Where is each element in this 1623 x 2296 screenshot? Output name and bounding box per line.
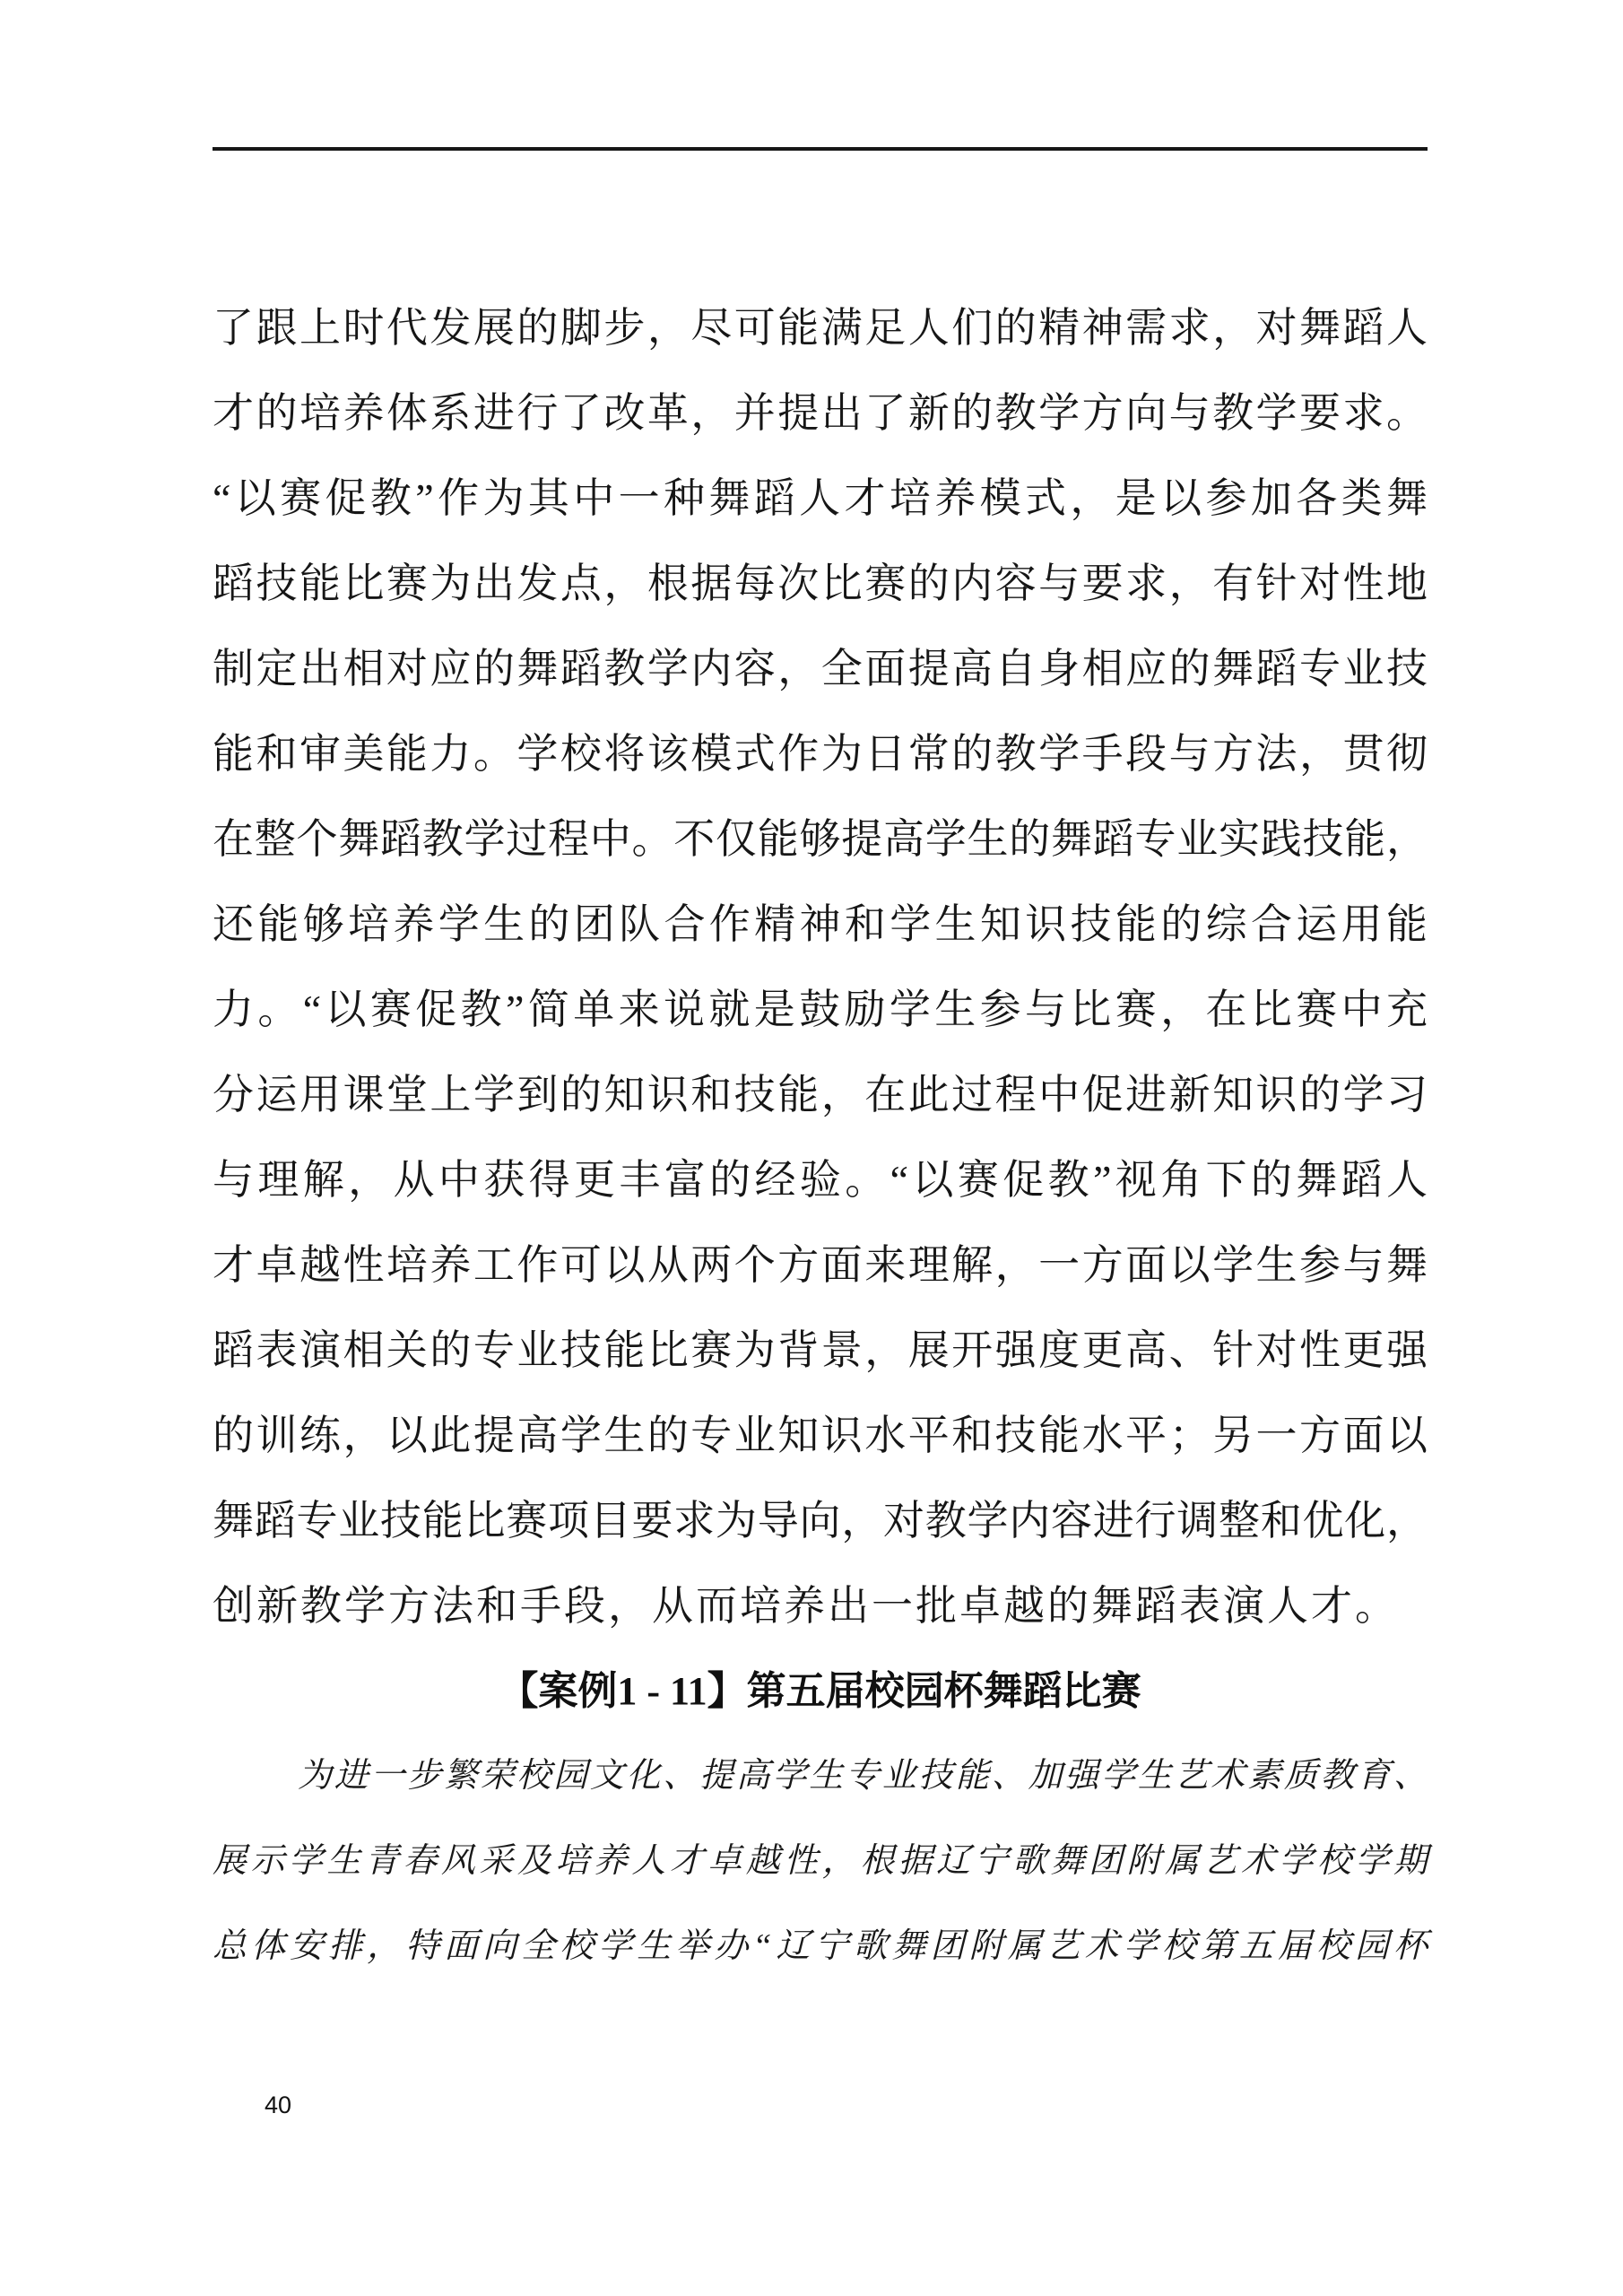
case-heading: 【案例1 - 11】第五届校园杯舞蹈比赛 — [499, 1669, 1141, 1713]
body-line: 了跟上时代发展的脚步，尽可能满足人们的精神需求，对舞蹈人 — [213, 305, 1428, 351]
body-line: 在整个舞蹈教学过程中。不仅能够提高学生的舞蹈专业实践技能， — [213, 816, 1428, 862]
case-paragraph-line: 展示学生青春风采及培养人才卓越性，根据辽宁歌舞团附属艺术学校学期 — [213, 1842, 1428, 1880]
body-line: 能和审美能力。学校将该模式作为日常的教学手段与方法，贯彻 — [213, 731, 1428, 777]
body-line: 与理解，从中获得更丰富的经验。“以赛促教”视角下的舞蹈人 — [213, 1157, 1428, 1203]
body-line: 才的培养体系进行了改革，并提出了新的教学方向与教学要求。 — [213, 390, 1428, 436]
header-rule — [213, 147, 1428, 151]
case-paragraph-line: 总体安排，特面向全校学生举办“辽宁歌舞团附属艺术学校第五届校园杯 — [213, 1927, 1428, 1965]
body-line: 舞蹈专业技能比赛项目要求为导向，对教学内容进行调整和优化， — [213, 1498, 1428, 1544]
body-line: 分运用课堂上学到的知识和技能，在此过程中促进新知识的学习 — [213, 1072, 1428, 1118]
body-line: 蹈表演相关的专业技能比赛为背景，展开强度更高、针对性更强 — [213, 1327, 1428, 1373]
body-line: 才卓越性培养工作可以从两个方面来理解，一方面以学生参与舞 — [213, 1242, 1428, 1288]
page-number: 40 — [265, 2092, 292, 2118]
case-paragraph-line: 为进一步繁荣校园文化、提高学生专业技能、加强学生艺术素质教育、 — [298, 1757, 1428, 1795]
body-line: “以赛促教”作为其中一种舞蹈人才培养模式，是以参加各类舞 — [213, 475, 1428, 521]
body-line: 力。“以赛促教”简单来说就是鼓励学生参与比赛，在比赛中充 — [213, 987, 1428, 1032]
body-line: 创新教学方法和手段，从而培养出一批卓越的舞蹈表演人才。 — [213, 1583, 1399, 1629]
body-line: 的训练，以此提高学生的专业知识水平和技能水平；另一方面以 — [213, 1413, 1428, 1458]
body-line: 还能够培养学生的团队合作精神和学生知识技能的综合运用能 — [213, 901, 1428, 947]
body-line: 制定出相对应的舞蹈教学内容，全面提高自身相应的舞蹈专业技 — [213, 646, 1428, 691]
text-block — [213, 285, 1428, 1989]
body-line: 蹈技能比赛为出发点，根据每次比赛的内容与要求，有针对性地 — [213, 561, 1428, 606]
